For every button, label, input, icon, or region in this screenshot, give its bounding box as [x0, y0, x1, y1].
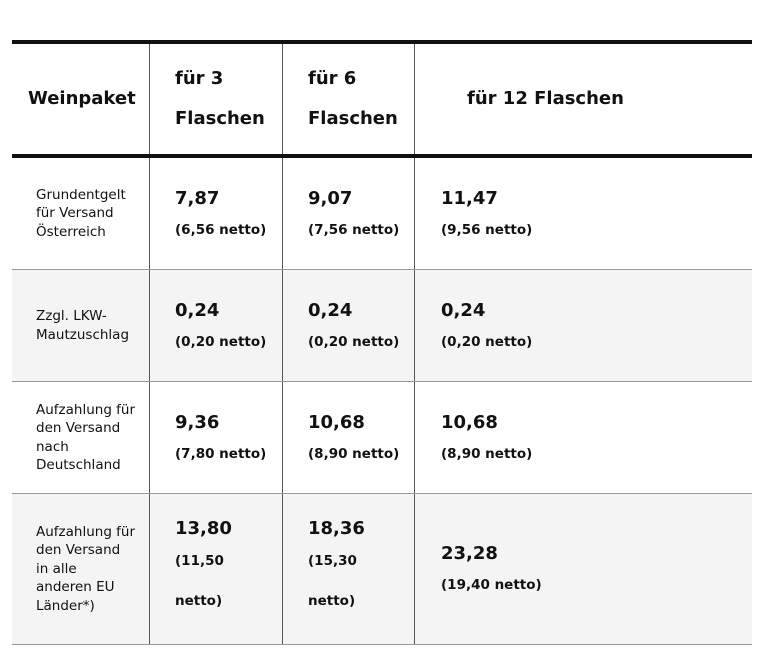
- price-cell: [283, 494, 415, 644]
- price-cell: [150, 270, 283, 381]
- header-cell-weinpaket: [12, 44, 150, 154]
- header-cell-3-bottles: [150, 44, 283, 154]
- table-row: [12, 494, 752, 645]
- row-label: Aufzahlung für den Versand in alle anderen EU Länder*): [36, 523, 136, 614]
- row-label: Grundentgelt für Versand Österreich: [36, 186, 126, 240]
- gross-price: 9,07: [308, 187, 353, 209]
- net-price: (11,50 netto): [175, 553, 224, 609]
- price-cell: [283, 158, 415, 269]
- net-price: (0,20 netto): [175, 333, 267, 350]
- gross-price: 13,80: [175, 518, 232, 539]
- header-column-label: für 12 Flaschen: [467, 88, 624, 109]
- net-price: (9,56 netto): [441, 221, 533, 238]
- gross-price: 7,87: [175, 187, 220, 209]
- price-cell: [415, 382, 752, 493]
- net-price: (0,20 netto): [441, 333, 533, 350]
- header-label: Weinpaket: [28, 88, 136, 109]
- shipping-price-table: [12, 40, 752, 645]
- header-column-label: für 6 Flaschen: [308, 68, 398, 129]
- net-price: (7,80 netto): [175, 445, 267, 462]
- gross-price: 0,24: [441, 299, 486, 321]
- net-price: (8,90 netto): [441, 445, 533, 462]
- table-row: [12, 382, 752, 494]
- net-price: (8,90 netto): [308, 445, 400, 462]
- gross-price: 23,28: [441, 543, 498, 564]
- row-label: Zzgl. LKW-Mautzuschlag: [36, 308, 130, 343]
- header-column-label: für 3 Flaschen: [175, 68, 265, 129]
- price-cell: [283, 270, 415, 381]
- net-price: (19,40 netto): [441, 577, 542, 593]
- net-price: (15,30 netto): [308, 553, 357, 609]
- row-label-cell: [12, 270, 150, 381]
- net-price: (0,20 netto): [308, 333, 400, 350]
- gross-price: 18,36: [308, 518, 365, 539]
- gross-price: 0,24: [308, 299, 353, 321]
- table-header-row: [12, 44, 752, 158]
- header-cell-6-bottles: [283, 44, 415, 154]
- table-row: [12, 270, 752, 382]
- row-label: Aufzahlung für den Versand nach Deutschland: [36, 401, 136, 473]
- net-price: (7,56 netto): [308, 221, 400, 238]
- price-cell: [415, 494, 752, 644]
- price-cell: [283, 382, 415, 493]
- price-cell: [415, 270, 752, 381]
- row-label-cell: [12, 158, 150, 269]
- price-cell: [150, 158, 283, 269]
- net-price: (6,56 netto): [175, 221, 267, 238]
- gross-price: 0,24: [175, 299, 220, 321]
- gross-price: 10,68: [441, 411, 498, 433]
- price-cell: [415, 158, 752, 269]
- gross-price: 9,36: [175, 411, 220, 433]
- gross-price: 11,47: [441, 187, 498, 209]
- gross-price: 10,68: [308, 411, 365, 433]
- price-cell: [150, 382, 283, 493]
- price-cell: [150, 494, 283, 644]
- header-cell-12-bottles: [415, 44, 752, 154]
- row-label-cell: [12, 382, 150, 493]
- row-label-cell: [12, 494, 150, 644]
- table-row: [12, 158, 752, 270]
